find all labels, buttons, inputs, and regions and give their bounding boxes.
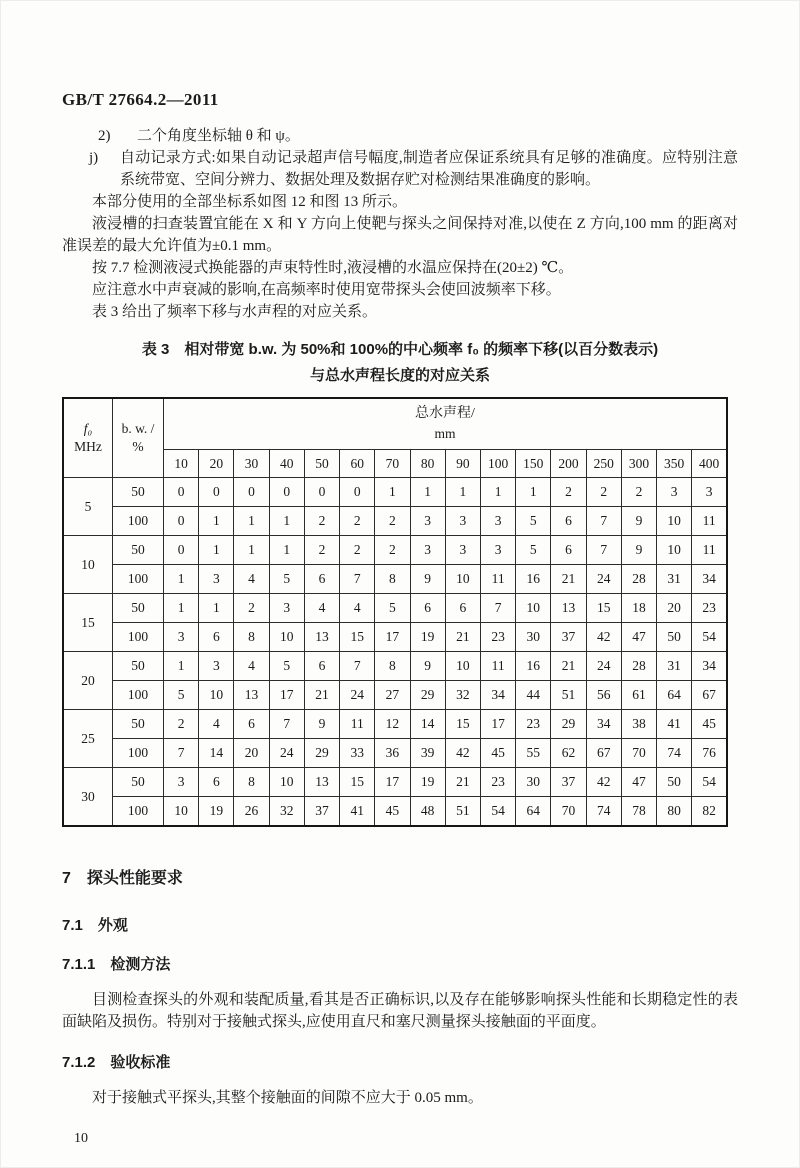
value-cell: 19 bbox=[410, 768, 445, 797]
list-marker: j) bbox=[89, 150, 99, 166]
value-cell: 64 bbox=[516, 797, 551, 827]
value-cell: 41 bbox=[657, 710, 692, 739]
value-cell: 48 bbox=[410, 797, 445, 827]
page-number: 10 bbox=[74, 1131, 88, 1146]
paragraph-7-1-1: 目测检查探头的外观和装配质量,看其是否正确标识,以及存在能够影响探头性能和长期稳定性的表面缺陷及损伤。特别对于接触式探头,应使用直尺和塞尺测量探头接触面的平面度。 bbox=[62, 992, 738, 1030]
value-cell: 29 bbox=[551, 710, 586, 739]
value-cell: 16 bbox=[516, 652, 551, 681]
water-path-span-header bbox=[164, 398, 728, 450]
value-cell: 7 bbox=[480, 594, 515, 623]
value-cell: 2 bbox=[586, 478, 621, 507]
value-cell: 1 bbox=[199, 594, 234, 623]
value-cell: 24 bbox=[269, 739, 304, 768]
value-cell: 10 bbox=[516, 594, 551, 623]
distance-header-cell: 40 bbox=[269, 450, 304, 478]
value-cell: 44 bbox=[516, 681, 551, 710]
value-cell: 14 bbox=[199, 739, 234, 768]
value-cell: 23 bbox=[692, 594, 727, 623]
table-row bbox=[63, 710, 727, 739]
distance-header-cell: 100 bbox=[480, 450, 515, 478]
value-cell: 24 bbox=[586, 652, 621, 681]
value-cell: 32 bbox=[445, 681, 480, 710]
value-cell: 5 bbox=[269, 652, 304, 681]
value-cell: 31 bbox=[657, 652, 692, 681]
value-cell: 9 bbox=[621, 507, 656, 536]
value-cell: 30 bbox=[516, 768, 551, 797]
value-cell: 36 bbox=[375, 739, 410, 768]
value-cell: 7 bbox=[340, 652, 375, 681]
value-cell: 45 bbox=[480, 739, 515, 768]
value-cell: 3 bbox=[445, 536, 480, 565]
value-cell: 21 bbox=[551, 652, 586, 681]
value-cell: 67 bbox=[692, 681, 727, 710]
value-cell: 15 bbox=[340, 768, 375, 797]
value-cell: 16 bbox=[516, 565, 551, 594]
bandwidth-cell: 100 bbox=[113, 565, 164, 594]
value-cell: 9 bbox=[410, 652, 445, 681]
value-cell: 3 bbox=[480, 507, 515, 536]
value-cell: 62 bbox=[551, 739, 586, 768]
value-cell: 4 bbox=[234, 652, 269, 681]
value-cell: 28 bbox=[621, 652, 656, 681]
value-cell: 7 bbox=[586, 536, 621, 565]
value-cell: 0 bbox=[164, 536, 199, 565]
value-cell: 54 bbox=[480, 797, 515, 827]
value-cell: 3 bbox=[199, 652, 234, 681]
distance-header-cell: 10 bbox=[164, 450, 199, 478]
value-cell: 1 bbox=[516, 478, 551, 507]
value-cell: 12 bbox=[375, 710, 410, 739]
value-cell: 4 bbox=[234, 565, 269, 594]
value-cell: 11 bbox=[692, 507, 727, 536]
bandwidth-cell: 50 bbox=[113, 768, 164, 797]
bandwidth-cell: 50 bbox=[113, 594, 164, 623]
paragraph: 本部分使用的全部坐标系如图 12 和图 13 所示。 bbox=[92, 194, 408, 210]
table-header-row-1 bbox=[63, 398, 727, 450]
value-cell: 5 bbox=[516, 536, 551, 565]
value-cell: 1 bbox=[164, 652, 199, 681]
value-cell: 51 bbox=[445, 797, 480, 827]
value-cell: 2 bbox=[621, 478, 656, 507]
list-item-text: 自动记录方式:如果自动记录超声信号幅度,制造者应保证系统具有足够的准确度。应特别注意系统带宽、空间分辨力、数据处理及数据存贮对检测结果准确度的影响。 bbox=[120, 150, 738, 188]
value-cell: 0 bbox=[269, 478, 304, 507]
value-cell: 3 bbox=[480, 536, 515, 565]
f0-cell: 10 bbox=[63, 536, 113, 594]
distance-header-cell: 200 bbox=[551, 450, 586, 478]
value-cell: 4 bbox=[304, 594, 339, 623]
value-cell: 13 bbox=[304, 768, 339, 797]
value-cell: 1 bbox=[234, 536, 269, 565]
table-row bbox=[63, 797, 727, 827]
frequency-shift-table bbox=[62, 397, 728, 827]
value-cell: 11 bbox=[480, 652, 515, 681]
f0-cell: 30 bbox=[63, 768, 113, 827]
value-cell: 1 bbox=[410, 478, 445, 507]
value-cell: 17 bbox=[375, 768, 410, 797]
paragraph: 按 7.7 检测液浸式换能器的声束特性时,液浸槽的水温应保持在(20±2) ℃。 bbox=[92, 260, 574, 276]
value-cell: 3 bbox=[657, 478, 692, 507]
section-heading-7-1-2: 7.1.2 验收标准 bbox=[62, 1054, 171, 1071]
value-cell: 2 bbox=[304, 507, 339, 536]
value-cell: 67 bbox=[586, 739, 621, 768]
f0-column-header bbox=[63, 398, 113, 478]
table-header bbox=[63, 398, 727, 478]
value-cell: 76 bbox=[692, 739, 727, 768]
value-cell: 19 bbox=[199, 797, 234, 827]
value-cell: 0 bbox=[304, 478, 339, 507]
value-cell: 6 bbox=[551, 507, 586, 536]
bandwidth-cell: 50 bbox=[113, 478, 164, 507]
value-cell: 23 bbox=[516, 710, 551, 739]
value-cell: 10 bbox=[164, 797, 199, 827]
value-cell: 3 bbox=[164, 768, 199, 797]
distance-header-cell: 350 bbox=[657, 450, 692, 478]
value-cell: 15 bbox=[445, 710, 480, 739]
table-title-line1: 表 3 相对带宽 b.w. 为 50%和 100%的中心频率 f₀ 的频率下移(以百分数表示) bbox=[141, 341, 659, 358]
table-row bbox=[63, 623, 727, 652]
f0-cell: 15 bbox=[63, 594, 113, 652]
value-cell: 13 bbox=[234, 681, 269, 710]
bandwidth-cell: 50 bbox=[113, 536, 164, 565]
value-cell: 13 bbox=[551, 594, 586, 623]
value-cell: 8 bbox=[375, 652, 410, 681]
value-cell: 2 bbox=[340, 536, 375, 565]
paragraph: 表 3 给出了频率下移与水声程的对应关系。 bbox=[92, 304, 378, 320]
table-row bbox=[63, 768, 727, 797]
value-cell: 6 bbox=[304, 565, 339, 594]
value-cell: 1 bbox=[199, 507, 234, 536]
value-cell: 2 bbox=[234, 594, 269, 623]
value-cell: 70 bbox=[621, 739, 656, 768]
value-cell: 3 bbox=[410, 507, 445, 536]
bw-label: b. w. / bbox=[121, 421, 155, 436]
table-row bbox=[63, 536, 727, 565]
value-cell: 20 bbox=[234, 739, 269, 768]
value-cell: 24 bbox=[340, 681, 375, 710]
bandwidth-cell: 100 bbox=[113, 739, 164, 768]
table-row bbox=[63, 565, 727, 594]
value-cell: 8 bbox=[234, 623, 269, 652]
distance-header-cell: 20 bbox=[199, 450, 234, 478]
bandwidth-cell: 100 bbox=[113, 797, 164, 827]
value-cell: 61 bbox=[621, 681, 656, 710]
value-cell: 37 bbox=[304, 797, 339, 827]
value-cell: 37 bbox=[551, 623, 586, 652]
table-row bbox=[63, 681, 727, 710]
value-cell: 7 bbox=[586, 507, 621, 536]
paragraph: 应注意水中声衰减的影响,在高频率时使用宽带探头会使回波频率下移。 bbox=[92, 282, 561, 298]
value-cell: 7 bbox=[164, 739, 199, 768]
value-cell: 6 bbox=[445, 594, 480, 623]
value-cell: 18 bbox=[621, 594, 656, 623]
section-heading-7-1: 7.1 外观 bbox=[62, 917, 128, 934]
value-cell: 5 bbox=[164, 681, 199, 710]
value-cell: 47 bbox=[621, 768, 656, 797]
value-cell: 41 bbox=[340, 797, 375, 827]
distance-header-cell: 50 bbox=[304, 450, 339, 478]
value-cell: 37 bbox=[551, 768, 586, 797]
table-row bbox=[63, 478, 727, 507]
f0-unit: MHz bbox=[74, 439, 102, 454]
f0-cell: 25 bbox=[63, 710, 113, 768]
value-cell: 2 bbox=[304, 536, 339, 565]
value-cell: 6 bbox=[551, 536, 586, 565]
value-cell: 11 bbox=[692, 536, 727, 565]
section-heading-7: 7 探头性能要求 bbox=[62, 870, 183, 887]
value-cell: 9 bbox=[621, 536, 656, 565]
value-cell: 38 bbox=[621, 710, 656, 739]
value-cell: 70 bbox=[551, 797, 586, 827]
value-cell: 80 bbox=[657, 797, 692, 827]
value-cell: 1 bbox=[480, 478, 515, 507]
value-cell: 54 bbox=[692, 768, 727, 797]
value-cell: 2 bbox=[375, 536, 410, 565]
paragraph: 液浸槽的扫查装置宜能在 X 和 Y 方向上使靶与探头之间保持对准,以使在 Z 方向,100 mm 的距离对准误差的最大允许值为±0.1 mm。 bbox=[62, 216, 738, 254]
value-cell: 0 bbox=[340, 478, 375, 507]
value-cell: 15 bbox=[340, 623, 375, 652]
distance-header-cell: 70 bbox=[375, 450, 410, 478]
value-cell: 1 bbox=[375, 478, 410, 507]
value-cell: 50 bbox=[657, 768, 692, 797]
bandwidth-cell: 50 bbox=[113, 710, 164, 739]
water-path-label: 总水声程/ bbox=[415, 405, 475, 421]
value-cell: 19 bbox=[410, 623, 445, 652]
bw-unit: % bbox=[132, 439, 144, 454]
value-cell: 6 bbox=[234, 710, 269, 739]
value-cell: 10 bbox=[269, 623, 304, 652]
value-cell: 26 bbox=[234, 797, 269, 827]
list-item-2 bbox=[62, 125, 738, 147]
value-cell: 17 bbox=[375, 623, 410, 652]
value-cell: 34 bbox=[692, 652, 727, 681]
value-cell: 6 bbox=[199, 623, 234, 652]
value-cell: 23 bbox=[480, 623, 515, 652]
value-cell: 3 bbox=[410, 536, 445, 565]
list-marker: 2) bbox=[98, 128, 111, 144]
table-row bbox=[63, 507, 727, 536]
distance-header-cell: 60 bbox=[340, 450, 375, 478]
table-row bbox=[63, 652, 727, 681]
value-cell: 17 bbox=[480, 710, 515, 739]
value-cell: 21 bbox=[445, 623, 480, 652]
value-cell: 82 bbox=[692, 797, 727, 827]
value-cell: 55 bbox=[516, 739, 551, 768]
value-cell: 2 bbox=[375, 507, 410, 536]
list-item-j bbox=[62, 147, 738, 191]
distance-header-cell: 30 bbox=[234, 450, 269, 478]
value-cell: 6 bbox=[304, 652, 339, 681]
value-cell: 21 bbox=[445, 768, 480, 797]
bandwidth-cell: 100 bbox=[113, 681, 164, 710]
value-cell: 47 bbox=[621, 623, 656, 652]
value-cell: 5 bbox=[375, 594, 410, 623]
value-cell: 31 bbox=[657, 565, 692, 594]
distance-header-cell: 90 bbox=[445, 450, 480, 478]
value-cell: 0 bbox=[164, 478, 199, 507]
value-cell: 10 bbox=[269, 768, 304, 797]
value-cell: 3 bbox=[445, 507, 480, 536]
value-cell: 8 bbox=[375, 565, 410, 594]
value-cell: 28 bbox=[621, 565, 656, 594]
value-cell: 20 bbox=[657, 594, 692, 623]
value-cell: 9 bbox=[304, 710, 339, 739]
value-cell: 78 bbox=[621, 797, 656, 827]
value-cell: 51 bbox=[551, 681, 586, 710]
table-title bbox=[62, 337, 738, 389]
value-cell: 3 bbox=[199, 565, 234, 594]
value-cell: 42 bbox=[586, 768, 621, 797]
value-cell: 42 bbox=[445, 739, 480, 768]
bandwidth-cell: 100 bbox=[113, 623, 164, 652]
list-item-text: 二个角度坐标轴 θ 和 ψ。 bbox=[137, 128, 300, 144]
value-cell: 24 bbox=[586, 565, 621, 594]
value-cell: 74 bbox=[657, 739, 692, 768]
value-cell: 2 bbox=[340, 507, 375, 536]
value-cell: 21 bbox=[551, 565, 586, 594]
section-heading-7-1-1: 7.1.1 检测方法 bbox=[62, 956, 171, 973]
value-cell: 10 bbox=[199, 681, 234, 710]
value-cell: 54 bbox=[692, 623, 727, 652]
distance-header-row bbox=[63, 450, 727, 478]
value-cell: 10 bbox=[657, 507, 692, 536]
value-cell: 4 bbox=[340, 594, 375, 623]
paragraph-7-1-2: 对于接触式平探头,其整个接触面的间隙不应大于 0.05 mm。 bbox=[92, 1090, 483, 1106]
value-cell: 3 bbox=[269, 594, 304, 623]
value-cell: 42 bbox=[586, 623, 621, 652]
value-cell: 1 bbox=[164, 594, 199, 623]
value-cell: 14 bbox=[410, 710, 445, 739]
value-cell: 5 bbox=[269, 565, 304, 594]
value-cell: 23 bbox=[480, 768, 515, 797]
value-cell: 7 bbox=[269, 710, 304, 739]
value-cell: 29 bbox=[304, 739, 339, 768]
page-body bbox=[62, 90, 738, 1147]
value-cell: 10 bbox=[445, 652, 480, 681]
value-cell: 64 bbox=[657, 681, 692, 710]
table-row bbox=[63, 739, 727, 768]
standard-number: GB/T 27664.2—2011 bbox=[62, 90, 219, 109]
value-cell: 50 bbox=[657, 623, 692, 652]
distance-header-cell: 250 bbox=[586, 450, 621, 478]
value-cell: 2 bbox=[551, 478, 586, 507]
value-cell: 5 bbox=[516, 507, 551, 536]
value-cell: 3 bbox=[164, 623, 199, 652]
value-cell: 11 bbox=[340, 710, 375, 739]
f0-symbol: f₀ bbox=[83, 421, 93, 436]
value-cell: 0 bbox=[164, 507, 199, 536]
water-path-unit: mm bbox=[434, 425, 456, 441]
bandwidth-cell: 100 bbox=[113, 507, 164, 536]
value-cell: 0 bbox=[199, 478, 234, 507]
value-cell: 15 bbox=[586, 594, 621, 623]
value-cell: 2 bbox=[164, 710, 199, 739]
value-cell: 9 bbox=[410, 565, 445, 594]
value-cell: 45 bbox=[375, 797, 410, 827]
f0-cell: 5 bbox=[63, 478, 113, 536]
value-cell: 21 bbox=[304, 681, 339, 710]
distance-header-cell: 400 bbox=[692, 450, 727, 478]
value-cell: 10 bbox=[657, 536, 692, 565]
distance-header-cell: 300 bbox=[621, 450, 656, 478]
value-cell: 74 bbox=[586, 797, 621, 827]
value-cell: 1 bbox=[234, 507, 269, 536]
bandwidth-column-header bbox=[113, 398, 164, 478]
value-cell: 6 bbox=[410, 594, 445, 623]
value-cell: 27 bbox=[375, 681, 410, 710]
value-cell: 32 bbox=[269, 797, 304, 827]
value-cell: 6 bbox=[199, 768, 234, 797]
table-body bbox=[63, 478, 727, 827]
value-cell: 29 bbox=[410, 681, 445, 710]
value-cell: 30 bbox=[516, 623, 551, 652]
value-cell: 0 bbox=[234, 478, 269, 507]
value-cell: 10 bbox=[445, 565, 480, 594]
value-cell: 34 bbox=[480, 681, 515, 710]
value-cell: 34 bbox=[692, 565, 727, 594]
value-cell: 1 bbox=[199, 536, 234, 565]
value-cell: 34 bbox=[586, 710, 621, 739]
value-cell: 8 bbox=[234, 768, 269, 797]
value-cell: 13 bbox=[304, 623, 339, 652]
value-cell: 7 bbox=[340, 565, 375, 594]
distance-header-cell: 150 bbox=[516, 450, 551, 478]
f0-cell: 20 bbox=[63, 652, 113, 710]
value-cell: 4 bbox=[199, 710, 234, 739]
value-cell: 11 bbox=[480, 565, 515, 594]
intro-block bbox=[62, 125, 738, 323]
value-cell: 1 bbox=[269, 536, 304, 565]
table-row bbox=[63, 594, 727, 623]
distance-header-cell: 80 bbox=[410, 450, 445, 478]
value-cell: 3 bbox=[692, 478, 727, 507]
table-title-line2: 与总水声程长度的对应关系 bbox=[309, 367, 490, 384]
value-cell: 45 bbox=[692, 710, 727, 739]
value-cell: 39 bbox=[410, 739, 445, 768]
value-cell: 33 bbox=[340, 739, 375, 768]
value-cell: 1 bbox=[269, 507, 304, 536]
value-cell: 17 bbox=[269, 681, 304, 710]
value-cell: 56 bbox=[586, 681, 621, 710]
value-cell: 1 bbox=[445, 478, 480, 507]
bandwidth-cell: 50 bbox=[113, 652, 164, 681]
value-cell: 1 bbox=[164, 565, 199, 594]
